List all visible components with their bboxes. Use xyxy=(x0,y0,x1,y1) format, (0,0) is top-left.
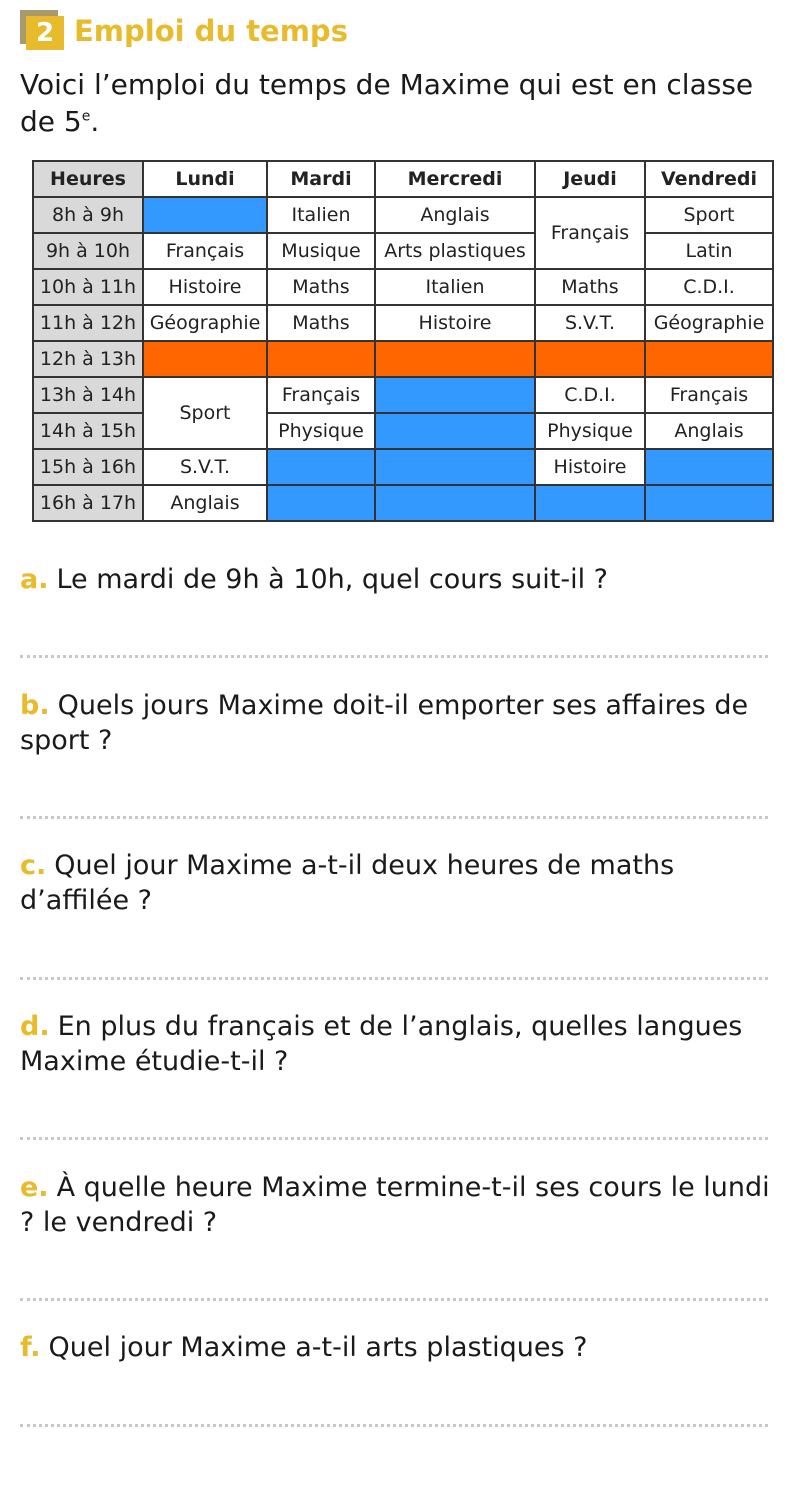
answer-line-c[interactable] xyxy=(20,977,768,980)
course-cell: Français xyxy=(645,377,773,413)
exercise-number: 2 xyxy=(26,16,64,50)
answer-line-f[interactable] xyxy=(20,1424,768,1427)
question-letter: a. xyxy=(20,564,49,595)
question-text: Quels jours Maxime doit-il emporter ses affaires de sport ? xyxy=(20,690,749,756)
course-cell: Arts plastiques xyxy=(375,233,535,269)
table-row xyxy=(33,233,773,269)
course-cell: Histoire xyxy=(375,305,535,341)
free-slot xyxy=(375,449,535,485)
free-slot xyxy=(143,197,267,233)
course-cell: Histoire xyxy=(535,449,645,485)
course-cell: Sport xyxy=(143,377,267,449)
table-row-lunch xyxy=(33,341,773,377)
free-slot xyxy=(375,377,535,413)
question-letter: d. xyxy=(20,1011,50,1042)
course-cell: C.D.I. xyxy=(535,377,645,413)
course-cell: Géographie xyxy=(143,305,267,341)
answer-line-e[interactable] xyxy=(20,1298,768,1301)
hour-cell: 11h à 12h xyxy=(33,305,143,341)
course-cell: Italien xyxy=(375,269,535,305)
question-letter: b. xyxy=(20,690,50,721)
question-d xyxy=(20,1009,785,1079)
free-slot xyxy=(645,449,773,485)
course-cell: Géographie xyxy=(645,305,773,341)
free-slot xyxy=(375,485,535,521)
course-cell: Maths xyxy=(535,269,645,305)
question-e xyxy=(20,1170,785,1240)
hour-cell: 10h à 11h xyxy=(33,269,143,305)
hour-cell: 8h à 9h xyxy=(33,197,143,233)
question-a xyxy=(20,562,785,597)
hour-cell: 12h à 13h xyxy=(33,341,143,377)
question-c xyxy=(20,848,785,918)
table-header-row xyxy=(33,161,773,197)
course-cell: Français xyxy=(267,377,375,413)
hour-cell: 16h à 17h xyxy=(33,485,143,521)
question-letter: f. xyxy=(20,1332,41,1363)
lunch-slot xyxy=(267,341,375,377)
question-letter: e. xyxy=(20,1172,49,1203)
intro-text xyxy=(20,66,780,140)
question-b xyxy=(20,688,785,758)
course-cell: Maths xyxy=(267,269,375,305)
question-text: Le mardi de 9h à 10h, quel cours suit-il ? xyxy=(56,564,609,595)
hour-cell: 9h à 10h xyxy=(33,233,143,269)
hour-cell: 13h à 14h xyxy=(33,377,143,413)
course-cell: Maths xyxy=(267,305,375,341)
answer-line-d[interactable] xyxy=(20,1137,768,1140)
course-cell: Italien xyxy=(267,197,375,233)
course-cell: S.V.T. xyxy=(143,449,267,485)
course-cell: C.D.I. xyxy=(645,269,773,305)
free-slot xyxy=(267,485,375,521)
question-text: À quelle heure Maxime termine-t-il ses cours le lundi ? le vendredi ? xyxy=(20,1172,770,1238)
course-cell: Musique xyxy=(267,233,375,269)
lunch-slot xyxy=(143,341,267,377)
header-vendredi: Vendredi xyxy=(645,161,773,197)
intro-superscript: e xyxy=(81,108,91,125)
course-cell: Sport xyxy=(645,197,773,233)
answer-line-a[interactable] xyxy=(20,655,768,658)
question-text: Quel jour Maxime a-t-il deux heures de maths d’affilée ? xyxy=(20,850,675,916)
course-cell: Anglais xyxy=(375,197,535,233)
exercise-number-badge xyxy=(20,10,64,50)
course-cell: Français xyxy=(535,197,645,269)
course-cell: Anglais xyxy=(645,413,773,449)
table-row xyxy=(33,377,773,413)
free-slot xyxy=(267,449,375,485)
lunch-slot xyxy=(645,341,773,377)
header-heures: Heures xyxy=(33,161,143,197)
header-lundi: Lundi xyxy=(143,161,267,197)
course-cell: Français xyxy=(143,233,267,269)
header-mercredi: Mercredi xyxy=(375,161,535,197)
course-cell: Histoire xyxy=(143,269,267,305)
course-cell: S.V.T. xyxy=(535,305,645,341)
intro-end: . xyxy=(90,105,100,138)
course-cell: Physique xyxy=(267,413,375,449)
hour-cell: 15h à 16h xyxy=(33,449,143,485)
timetable xyxy=(32,160,774,522)
course-cell: Anglais xyxy=(143,485,267,521)
free-slot xyxy=(375,413,535,449)
intro-main: Voici l’emploi du temps de Maxime qui est en classe de 5 xyxy=(20,68,754,138)
free-slot xyxy=(645,485,773,521)
course-cell: Physique xyxy=(535,413,645,449)
table-row xyxy=(33,449,773,485)
table-row xyxy=(33,305,773,341)
question-text: En plus du français et de l’anglais, quelles langues Maxime étudie-t-il ? xyxy=(20,1011,743,1077)
table-row xyxy=(33,485,773,521)
free-slot xyxy=(535,485,645,521)
table-row xyxy=(33,269,773,305)
question-text: Quel jour Maxime a-t-il arts plastiques ? xyxy=(48,1332,588,1363)
course-cell: Latin xyxy=(645,233,773,269)
header-jeudi: Jeudi xyxy=(535,161,645,197)
question-letter: c. xyxy=(20,850,47,881)
answer-line-b[interactable] xyxy=(20,816,768,819)
exercise-title: Emploi du temps xyxy=(74,14,348,48)
lunch-slot xyxy=(535,341,645,377)
header-mardi: Mardi xyxy=(267,161,375,197)
question-f xyxy=(20,1330,785,1365)
hour-cell: 14h à 15h xyxy=(33,413,143,449)
table-row xyxy=(33,197,773,233)
lunch-slot xyxy=(375,341,535,377)
